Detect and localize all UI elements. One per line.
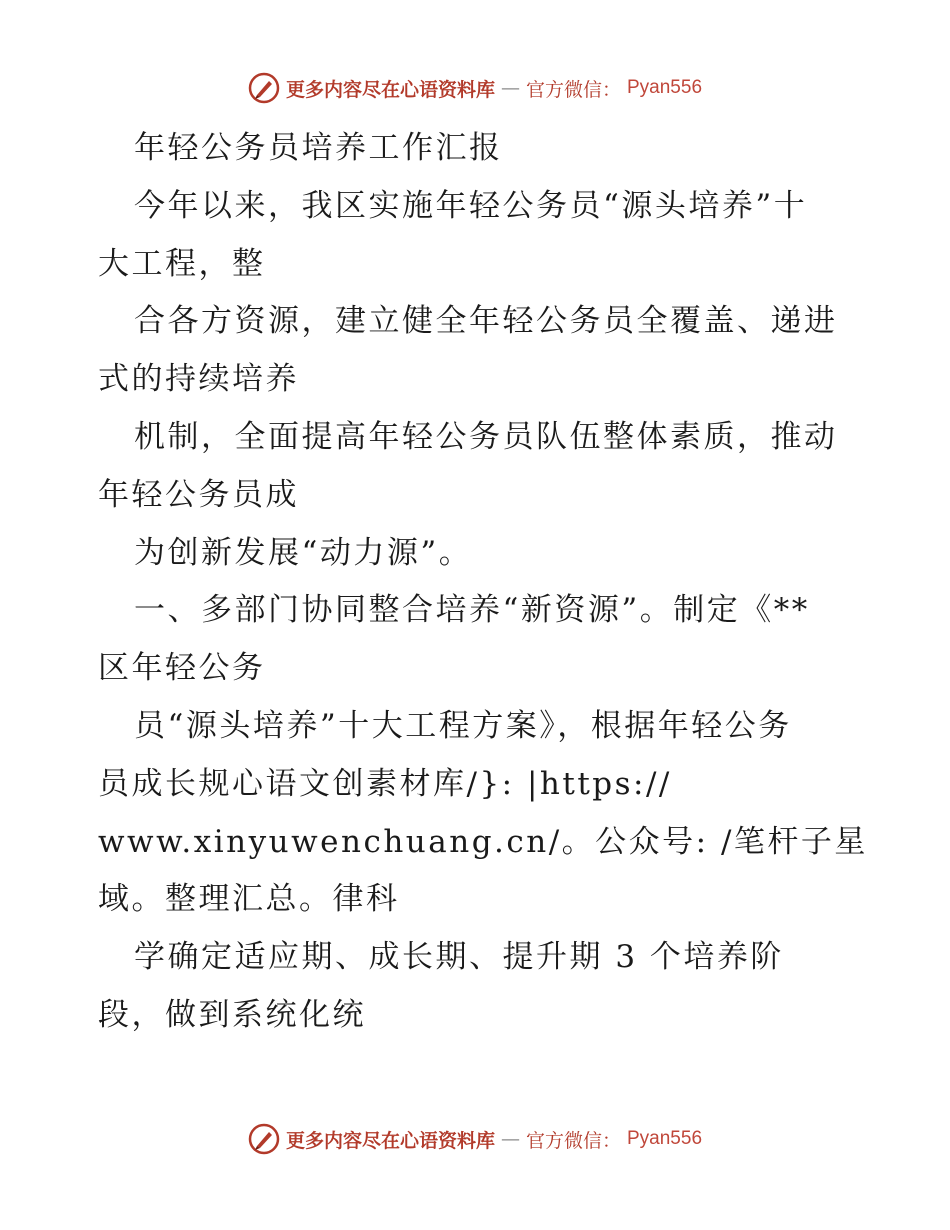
paragraph-line: 大工程，整 [98, 245, 266, 282]
banner-wechat-label: 官方微信： [525, 78, 621, 101]
footer-banner [0, 1123, 950, 1155]
paragraph-line: 式的持续培养 [98, 361, 299, 398]
paragraph-line: www.xinyuwenchuang.cn/。公众号: /笔杆子星 [98, 823, 868, 860]
banner-separator: — [500, 77, 520, 99]
paragraph-line: 区年轻公务 [98, 650, 266, 687]
paragraph-line: 年轻公务员成 [98, 476, 299, 513]
banner-text: 更多内容尽在心语资料库 [285, 78, 495, 101]
paragraph-line: 为创新发展“动力源”。 [134, 534, 473, 571]
paragraph-line: 段，做到系统化统 [98, 996, 366, 1033]
feather-pen-icon [248, 72, 280, 104]
document-title: 年轻公务员培养工作汇报 [134, 130, 503, 166]
paragraph-line: 学确定适应期、成长期、提升期 3 个培养阶 [134, 939, 784, 976]
feather-pen-icon [248, 1123, 280, 1155]
paragraph-line: 合各方资源，建立健全年轻公务员全覆盖、递进 [134, 303, 838, 340]
header-banner [0, 72, 950, 104]
paragraph-line: 员成长规心语文创素材库/}: |https:// [98, 765, 672, 802]
banner-wechat-id: Pyan556 [627, 77, 703, 98]
banner-wechat-id: Pyan556 [627, 1128, 703, 1149]
banner-wechat-label: 官方微信： [525, 1129, 621, 1152]
banner-separator: — [500, 1128, 520, 1150]
paragraph-line: 员“源头培养”十大工程方案》，根据年轻公务 [134, 707, 792, 744]
paragraph-line: 一、多部门协同整合培养“新资源”。制定《** [134, 592, 810, 629]
banner-text: 更多内容尽在心语资料库 [285, 1129, 495, 1152]
document-body [98, 120, 868, 1045]
paragraph-line: 域。整理汇总。律科 [98, 881, 400, 918]
paragraph-line: 今年以来，我区实施年轻公务员“源头培养”十 [134, 187, 808, 224]
paragraph-line: 机制，全面提高年轻公务员队伍整体素质，推动 [134, 418, 838, 455]
